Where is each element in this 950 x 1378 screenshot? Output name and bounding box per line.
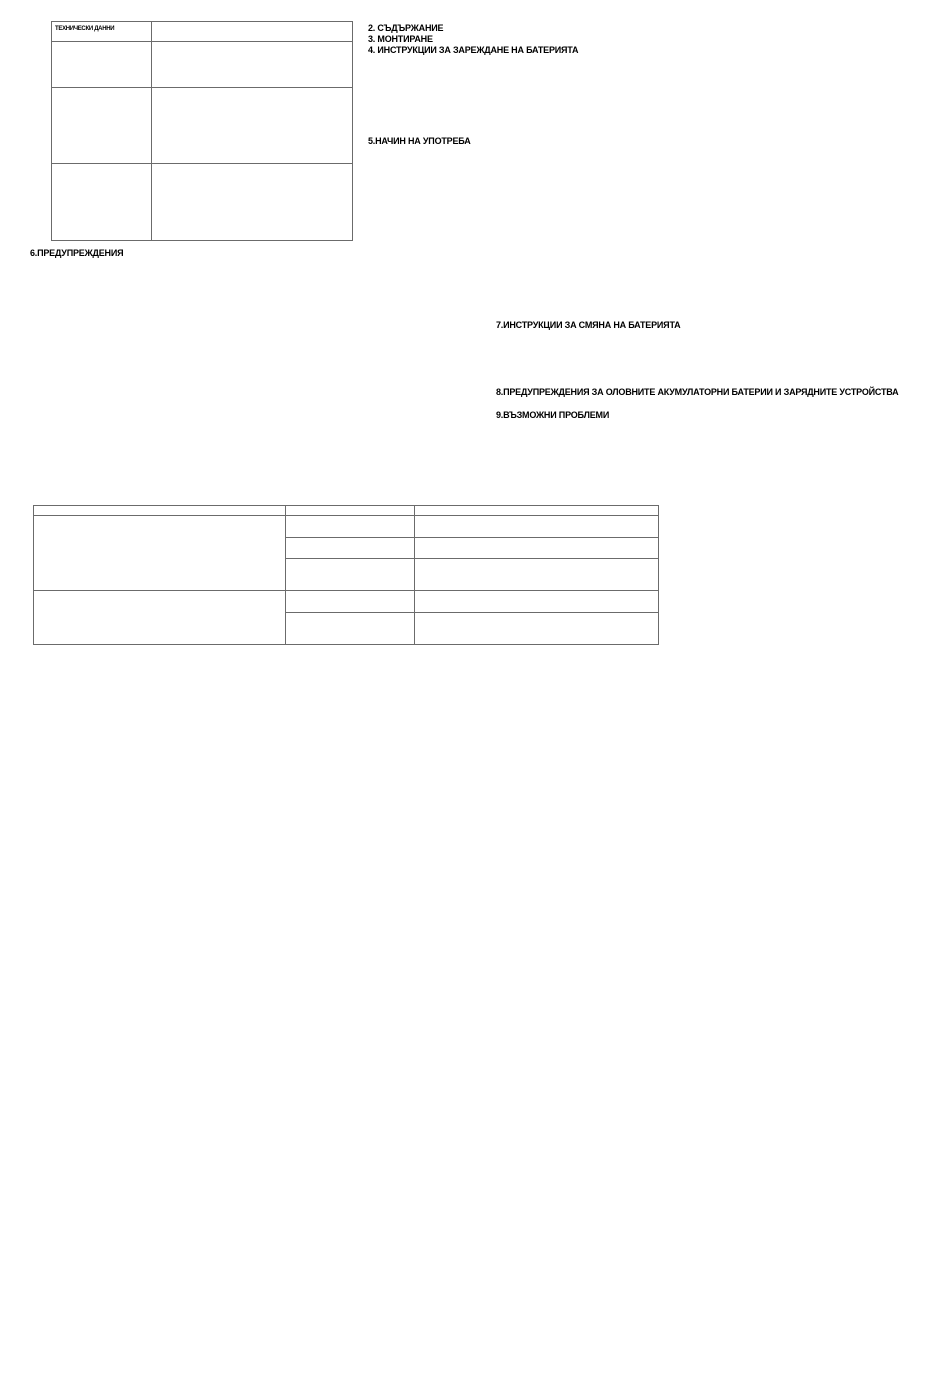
trouble-table-cause-cell bbox=[286, 538, 415, 559]
trouble-table-cause-cell bbox=[286, 516, 415, 538]
trouble-table-header-row bbox=[34, 506, 659, 516]
tech-table-header-value bbox=[152, 22, 353, 42]
section-7-heading: 7.ИНСТРУКЦИИ ЗА СМЯНА НА БАТЕРИЯТА bbox=[496, 320, 681, 330]
trouble-table-solution-cell bbox=[415, 591, 659, 613]
section-2-heading: 2. СЪДЪРЖАНИЕ bbox=[368, 23, 444, 33]
tech-table-cell bbox=[52, 42, 152, 88]
tech-table-cell bbox=[52, 88, 152, 164]
trouble-table-header-cell bbox=[415, 506, 659, 516]
trouble-table-cause-cell bbox=[286, 559, 415, 591]
trouble-table-solution-cell bbox=[415, 516, 659, 538]
tech-table-header-row bbox=[52, 22, 353, 42]
trouble-table-problem-cell bbox=[34, 516, 286, 591]
tech-table-cell bbox=[152, 88, 353, 164]
trouble-table-solution-cell bbox=[415, 613, 659, 645]
section-3-heading: 3. МОНТИРАНЕ bbox=[368, 34, 433, 44]
trouble-table-problem-cell bbox=[34, 591, 286, 645]
section-8-heading: 8.ПРЕДУПРЕЖДЕНИЯ ЗА ОЛОВНИТЕ АКУМУЛАТОРНИ БАТЕРИИ И ЗАРЯДНИТЕ УСТРОЙСТВА bbox=[496, 387, 899, 397]
section-5-heading: 5.НАЧИН НА УПОТРЕБА bbox=[368, 136, 471, 146]
tech-table-row bbox=[52, 164, 353, 241]
tech-table-cell bbox=[52, 164, 152, 241]
tech-table-cell bbox=[152, 164, 353, 241]
trouble-table-cause-cell bbox=[286, 591, 415, 613]
section-4-heading: 4. ИНСТРУКЦИИ ЗА ЗАРЕЖДАНЕ НА БАТЕРИЯТА bbox=[368, 45, 579, 55]
tech-table-cell bbox=[152, 42, 353, 88]
tech-table-row bbox=[52, 42, 353, 88]
trouble-table-solution-cell bbox=[415, 538, 659, 559]
trouble-table-cause-cell bbox=[286, 613, 415, 645]
trouble-table-row bbox=[34, 516, 659, 538]
section-9-heading: 9.ВЪЗМОЖНИ ПРОБЛЕМИ bbox=[496, 410, 610, 420]
trouble-table-row bbox=[34, 591, 659, 613]
section-6-heading: 6.ПРЕДУПРЕЖДЕНИЯ bbox=[30, 248, 124, 258]
trouble-table-solution-cell bbox=[415, 559, 659, 591]
technical-data-table bbox=[51, 21, 353, 241]
tech-table-header-label: ТЕХНИЧЕСКИ ДАННИ bbox=[52, 22, 152, 42]
trouble-table-header-cell bbox=[286, 506, 415, 516]
troubleshooting-table bbox=[33, 505, 659, 645]
tech-table-row bbox=[52, 88, 353, 164]
trouble-table-header-cell bbox=[34, 506, 286, 516]
